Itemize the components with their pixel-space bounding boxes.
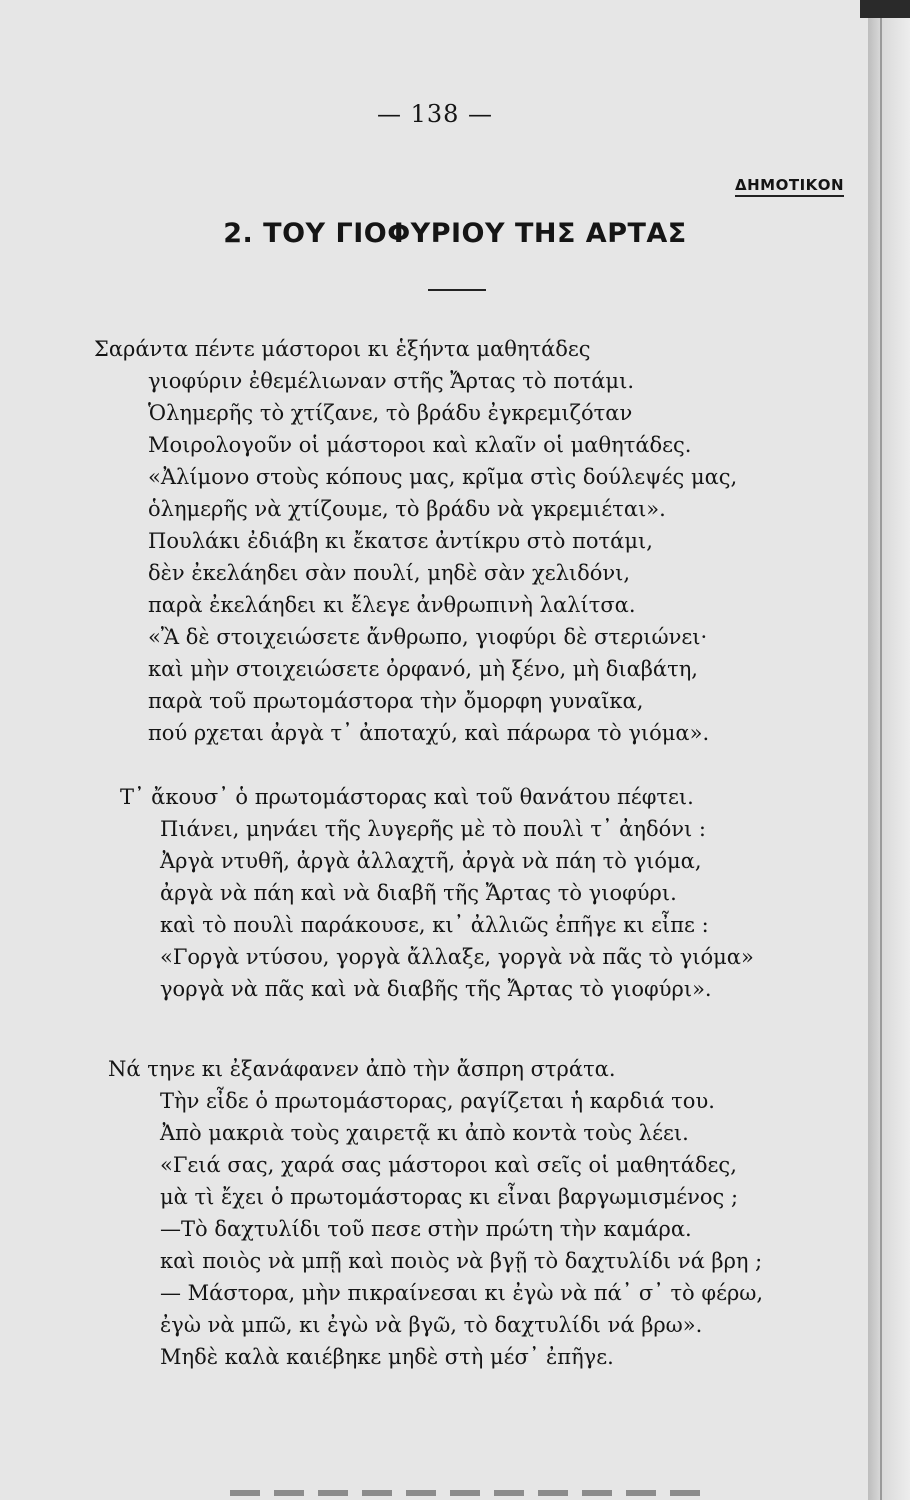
next-page-bleed bbox=[230, 1490, 700, 1496]
verse-line: καὶ τὸ πουλὶ παράκουσε, κι᾽ ἀλλιῶς ἐπῆγε κι εἶπε : bbox=[160, 913, 709, 937]
verse-line: ἀργὰ νὰ πάη καὶ νὰ διαβῆ τῆς Ἄρτας τὸ γιοφύρι. bbox=[160, 881, 677, 905]
poem-title: 2. ΤΟΥ ΓΙΟΦΥΡΙΟΥ ΤΗΣ ΑΡΤΑΣ bbox=[223, 218, 687, 249]
page-number: — 138 — bbox=[376, 100, 494, 128]
verse-line: «Γοργὰ ντύσου, γοργὰ ἄλλαξε, γοργὰ νὰ πᾶς τὸ γιόμα» bbox=[160, 945, 754, 969]
verse-line: Τ᾽ ἄκουσ᾽ ὁ πρωτομάστορας καὶ τοῦ θανάτου πέφτει. bbox=[120, 785, 694, 809]
verse-line: δὲν ἐκελάηδει σὰν πουλί, μηδὲ σὰν χελιδόνι, bbox=[148, 561, 631, 585]
verse-line: ἐγὼ νὰ μπῶ, κι ἐγὼ νὰ βγῶ, τὸ δαχτυλίδι νά βρω». bbox=[160, 1313, 703, 1337]
verse-line: καὶ ποιὸς νὰ μπῇ καὶ ποιὸς νὰ βγῇ τὸ δαχτυλίδι νά βρη ; bbox=[160, 1249, 763, 1273]
binding-line bbox=[880, 0, 882, 1500]
verse-line: Τὴν εἶδε ὁ πρωτομάστορας, ραγίζεται ἡ καρδιά του. bbox=[160, 1089, 715, 1113]
verse-line: ὁλημερῆς νὰ χτίζουμε, τὸ βράδυ νὰ γκρεμιέται». bbox=[148, 497, 666, 521]
verse-line: Ἀπὸ μακριὰ τοὺς χαιρετᾷ κι ἀπὸ κοντὰ τοὺς λέει. bbox=[160, 1121, 689, 1145]
verse-line: γιοφύριν ἐθεμέλιωναν στῆς Ἄρτας τὸ ποτάμι. bbox=[148, 369, 634, 393]
verse-line: παρὰ ἐκελάηδει κι ἔλεγε ἀνθρωπινὴ λαλίτσα. bbox=[148, 593, 636, 617]
verse-line: Μηδὲ καλὰ καιέβηκε μηδὲ στὴ μέσ᾽ ἐπῆγε. bbox=[160, 1345, 614, 1369]
verse-line: παρὰ τοῦ πρωτομάστορα τὴν ὄμορφη γυναῖκα, bbox=[148, 689, 644, 713]
stanza-2 bbox=[0, 781, 870, 1005]
verse-line: Πουλάκι ἐδιάβη κι ἔκατσε ἀντίκρυ στὸ ποτάμι, bbox=[148, 529, 653, 553]
verse-line: «Ἀλίμονο στοὺς κόπους μας, κρῖμα στὶς δούλεψές μας, bbox=[148, 465, 738, 489]
verse-line: Σαράντα πέντε μάστοροι κι ἑξήντα μαθητάδες bbox=[94, 337, 591, 361]
title-rule bbox=[428, 289, 486, 291]
scan-corner bbox=[860, 0, 910, 18]
verse-line: Μοιρολογοῦν οἱ μάστοροι καὶ κλαῖν οἱ μαθητάδες. bbox=[148, 433, 692, 457]
stanza-1 bbox=[0, 333, 870, 749]
verse-line: «Ἂ δὲ στοιχειώσετε ἄνθρωπο, γιοφύρι δὲ στεριώνει· bbox=[148, 625, 708, 649]
verse-line: Πιάνει, μηνάει τῆς λυγερῆς μὲ τὸ πουλὶ τ᾽ ἀηδόνι : bbox=[160, 817, 706, 841]
verse-line: Ἀργὰ ντυθῆ, ἀργὰ ἀλλαχτῆ, ἀργὰ νὰ πάη τὸ γιόμα, bbox=[160, 849, 702, 873]
page-edge bbox=[868, 0, 910, 1500]
verse-line: γοργὰ νὰ πᾶς καὶ νὰ διαβῆς τῆς Ἄρτας τὸ γιοφύρι». bbox=[160, 977, 712, 1001]
verse-line: Ὁλημερῆς τὸ χτίζανε, τὸ βράδυ ἐγκρεμιζόταν bbox=[148, 401, 633, 425]
verse-line: «Γειά σας, χαρά σας μάστοροι καὶ σεῖς οἱ μαθητάδες, bbox=[160, 1153, 737, 1177]
verse-line: Νά τηνε κι ἐξανάφανεν ἀπὸ τὴν ἄσπρη στράτα. bbox=[108, 1057, 616, 1081]
verse-line: καὶ μὴν στοιχειώσετε ὀρφανό, μὴ ξένο, μὴ διαβάτη, bbox=[148, 657, 698, 681]
verse-line: μὰ τὶ ἔχει ὁ πρωτομάστορας κι εἶναι βαργωμισμένος ; bbox=[160, 1185, 739, 1209]
section-label: ΔΗΜΟΤΙΚΟΝ bbox=[735, 176, 844, 197]
verse-line: πού ρχεται ἀργὰ τ᾽ ἀποταχύ, καὶ πάρωρα τὸ γιόμα». bbox=[148, 721, 710, 745]
verse-line: —Τὸ δαχτυλίδι τοῦ πεσε στὴν πρώτη τὴν καμάρα. bbox=[160, 1217, 692, 1241]
stanza-3 bbox=[0, 1053, 870, 1373]
verse-line: — Μάστορα, μὴν πικραίνεσαι κι ἐγὼ νὰ πά᾽ σ᾽ τὸ φέρω, bbox=[160, 1281, 764, 1305]
